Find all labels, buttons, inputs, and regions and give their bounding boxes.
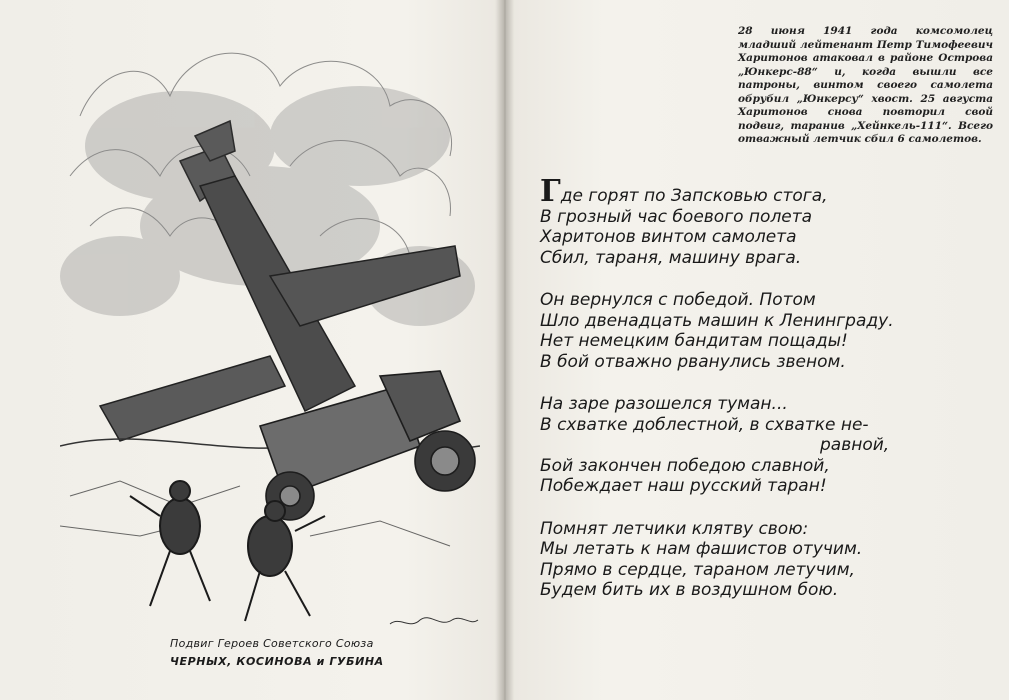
poem-line: Побеждает наш русский таран!: [540, 476, 827, 496]
poem-line: Нет немецким бандитам пощады!: [540, 331, 848, 351]
poem-line: [540, 174, 980, 209]
illustration-caption: [170, 637, 410, 669]
poem-dropcap: Г: [540, 174, 561, 209]
poem-line: В бой отважно рванулись звеном.: [540, 351, 846, 372]
poem-line: Помнят летчики клятву свою:: [540, 518, 809, 539]
right-page: [510, 0, 1009, 700]
poem-line: На заре разошелся туман...: [540, 394, 788, 414]
poem-stanza-2: [540, 290, 980, 372]
poem-line: Мы летать к нам фашистов отучим.: [540, 539, 863, 559]
poem-line: Он вернулся с победой. Потом: [540, 290, 816, 310]
poem-line: Харитонов винтом самолета: [540, 227, 797, 247]
poem-stanza-1: [540, 174, 980, 268]
caption-line-2: ЧЕРНЫХ, КОСИНОВА и ГУБИНА: [170, 655, 384, 668]
left-page: [0, 0, 500, 700]
caption-line-1: Подвиг Героев Советского Союза: [170, 637, 374, 650]
poem-line: В грозный час боевого полета: [540, 206, 813, 227]
poem-line: Будем бить их в воздушном бою.: [540, 580, 839, 600]
poem-line: Сбил, тараня, машину врага.: [540, 247, 802, 268]
poem-line: Шло двенадцать машин к Ленинграду.: [540, 310, 894, 331]
poem-stanza-3: [540, 394, 980, 497]
poem-line: В схватке доблестной, в схватке не-: [540, 414, 869, 435]
poem-line: равной,: [820, 435, 890, 455]
illustration-crashed-plane-and-truck: [60, 26, 480, 636]
poem-line: Бой закончен победою славной,: [540, 455, 830, 476]
poem-first-line-rest: де горят по Запсковью стога,: [560, 186, 828, 206]
poem-stanza-4: [540, 519, 980, 601]
intro-note: 28 июня 1941 года комсомолец младший лейтенант Петр Тимофеевич Харитонов атаковал в районе Острова „Юнкерс-88“ и, когда вышли все патроны, винтом своего самолета обрубил „Юнкерсу“ хвост. 25 августа Харитонов снова повторил свой подвиг, таранив „Хейнкель-111“. Всего отважный летчик сбил 6 самолетов.: [738, 25, 993, 145]
poem: [540, 174, 980, 623]
poem-line: Прямо в сердце, тараном летучим,: [540, 559, 855, 580]
